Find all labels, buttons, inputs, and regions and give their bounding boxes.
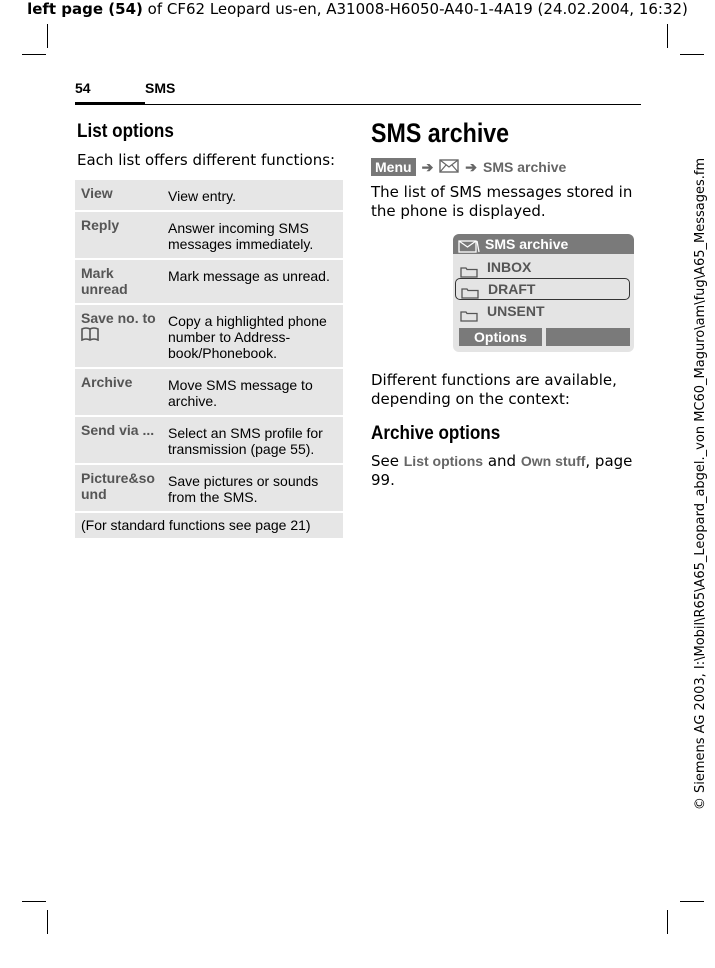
page-header-rest: of CF62 Leopard us-en, A31008-H6050-A40-1-4A19 (24.02.2004, 16:32)	[142, 0, 688, 18]
functions-text: Different functions are available, depending on the context:	[371, 371, 617, 408]
table-footer: (For standard functions see page 21)	[75, 513, 343, 540]
option-key: Mark unread	[75, 260, 162, 305]
section-title: SMS	[145, 80, 176, 96]
options-softkey[interactable]: Options	[459, 328, 542, 346]
table-row	[75, 417, 343, 465]
option-key: Archive	[75, 369, 162, 417]
list-item-label: INBOX	[487, 259, 532, 275]
table-row	[75, 180, 343, 212]
crop-mark	[22, 54, 46, 55]
arrow-icon: ➔	[421, 158, 434, 175]
table-row	[75, 465, 343, 513]
text-end: , page 99.	[371, 452, 633, 489]
crop-mark	[680, 54, 704, 55]
menu-key: Menu	[371, 158, 416, 176]
option-desc: View entry.	[162, 180, 343, 212]
list-options-heading: List options	[77, 121, 174, 142]
crop-mark	[22, 901, 46, 902]
phone-screen	[453, 234, 634, 352]
page-header	[0, 0, 715, 18]
envelope-icon	[439, 159, 459, 176]
option-desc: Copy a highlighted phone number to Address-book/Phonebook.	[162, 305, 343, 369]
folder-icon	[460, 306, 478, 328]
screen-title: SMS archive	[485, 236, 569, 252]
sms-archive-heading: SMS archive	[371, 118, 510, 148]
table-row	[75, 260, 343, 305]
option-desc: Select an SMS profile for transmission (page 55).	[162, 417, 343, 465]
list-options-intro: Each list offers different functions:	[77, 151, 336, 169]
own-stuff-link[interactable]: Own stuff	[520, 453, 586, 469]
crop-mark	[667, 24, 668, 48]
table-footer-row	[75, 513, 343, 540]
table-row	[75, 305, 343, 369]
list-item[interactable]	[453, 256, 634, 278]
table-row	[75, 212, 343, 260]
option-key: Reply	[75, 212, 162, 260]
envelope-icon	[458, 238, 480, 258]
option-key: Picture&sound	[75, 465, 162, 513]
list-item-selected[interactable]	[455, 278, 630, 300]
list-options-table	[75, 180, 343, 540]
softkey-bar	[459, 328, 630, 346]
list-item-label: DRAFT	[488, 281, 536, 297]
crop-mark	[47, 24, 48, 48]
option-desc: Move SMS message to archive.	[162, 369, 343, 417]
right-softkey[interactable]	[546, 328, 630, 346]
list-item[interactable]	[453, 300, 634, 322]
option-desc: Save pictures or sounds from the SMS.	[162, 465, 343, 513]
archive-description: The list of SMS messages stored in the phone is displayed.	[371, 183, 633, 220]
option-key-cell	[75, 305, 162, 369]
path-target: SMS archive	[483, 159, 567, 175]
option-desc: Answer incoming SMS messages immediately.	[162, 212, 343, 260]
page-header-bold: left page (54)	[27, 0, 143, 18]
page-number: 54	[75, 80, 91, 96]
header-rule-thick	[75, 102, 145, 105]
arrow-icon: ➔	[465, 158, 478, 175]
text-see: See	[371, 452, 404, 470]
option-desc: Mark message as unread.	[162, 260, 343, 305]
option-key: View	[75, 180, 162, 212]
text-and: and	[483, 452, 521, 470]
crop-mark	[47, 910, 48, 934]
list-options-link[interactable]: List options	[403, 453, 484, 469]
menu-path	[371, 157, 566, 177]
option-key: Send via ...	[75, 417, 162, 465]
list-item-label: UNSENT	[487, 303, 545, 319]
archive-options-heading: Archive options	[371, 423, 501, 444]
running-head	[75, 80, 176, 96]
crop-mark	[667, 910, 668, 934]
side-right-text: © Siemens AG 2003, I:\Mobil\R65\A65_Leopard_abgel._von MC60_Maguro\am\fug\A65_Messages.fm	[693, 157, 708, 811]
option-key: Save no. to	[81, 310, 156, 326]
crop-mark	[680, 901, 704, 902]
table-row	[75, 369, 343, 417]
screen-titlebar	[453, 234, 634, 254]
phonebook-book-icon	[81, 327, 99, 344]
header-rule	[145, 104, 641, 105]
archive-options-text	[371, 452, 641, 490]
